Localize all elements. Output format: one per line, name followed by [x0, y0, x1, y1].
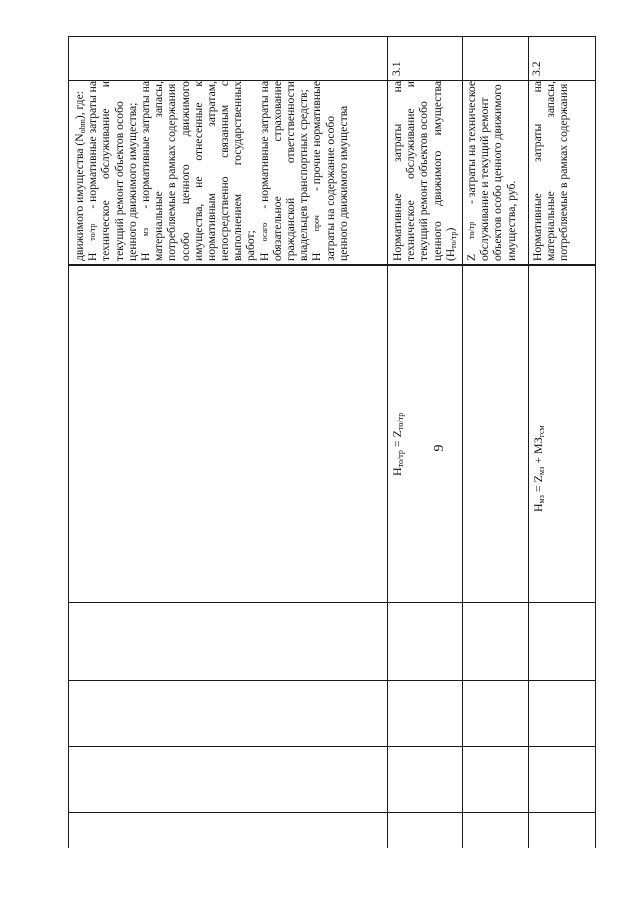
row-3-2-description — [531, 81, 571, 261]
text-line: Н проч - прочие нормативные — [310, 81, 324, 261]
text-line: материальные запасы, — [544, 81, 558, 261]
text-line: Нормативные затраты на — [531, 81, 544, 261]
table-border-left — [68, 36, 69, 848]
text-line: текущий ремонт объектов особо — [417, 101, 431, 261]
text-line: материальные запасы, — [152, 81, 166, 261]
table-border-top — [68, 36, 596, 37]
text-line: работ; — [244, 230, 258, 261]
row-3-1-description — [391, 81, 457, 261]
text-line: обслуживание и текущий ремонт — [478, 97, 492, 261]
text-line: $(Н_{то/тр})$ — [443, 227, 458, 261]
column-divider-2 — [68, 264, 596, 266]
text-line: ценного движимого имущества; — [125, 102, 139, 261]
text-line: имущества, руб. — [504, 180, 518, 261]
text-line: потребляемые в рамках содержания — [165, 83, 179, 261]
text-line: ценного движимого имущества — [336, 105, 350, 261]
text-line: Z то/тр - затраты на техническое — [465, 81, 478, 261]
text-line: имущества, не отнесенные к — [191, 81, 205, 261]
text-line: объектов особо ценного движимого — [491, 84, 505, 261]
row-3-1-formula: $Н_{то/тр} = Z_{то/тр}$ — [390, 412, 405, 476]
text-line: Н осаго - нормативные затраты на — [257, 81, 271, 261]
column-divider-3 — [68, 602, 596, 603]
text-line: ценного движимого имущества — [430, 81, 444, 261]
table-border-right — [595, 36, 596, 848]
row-3-2-number: 3.2 — [530, 61, 543, 76]
text-line: потребляемые в рамках содержания — [557, 83, 571, 261]
text-line: непосредственно связанным с — [218, 81, 232, 261]
text-line: техническое обслуживание и — [99, 81, 113, 261]
text-line: Нормативные затраты на — [391, 81, 404, 261]
row-divider-2 — [462, 36, 463, 848]
row-3-2-formula: $Н_{мз} = Z_{мз} + МЗ_{гсм}$ — [531, 425, 546, 512]
column-divider-6 — [68, 812, 596, 813]
text-line: нормативным затратам, — [204, 81, 218, 261]
text-line: Н то/тр - нормативные затраты на — [86, 81, 100, 261]
column-divider-4 — [68, 680, 596, 681]
row-3-1-note — [465, 81, 518, 261]
text-line: владельцев транспортных средств; — [297, 89, 311, 261]
row-divider-3 — [528, 36, 529, 848]
cost-table — [68, 36, 596, 848]
text-line: движимого имущества $(N_{obm})$, где: — [73, 91, 87, 261]
text-line: Н мз - нормативные затраты на — [138, 81, 152, 261]
text-line: затраты на содержание особо — [323, 115, 337, 261]
text-line: выполнением государственных — [231, 81, 245, 261]
text-line: гражданской ответственности — [284, 81, 297, 261]
text-line: текущий ремонт объектов особо — [112, 101, 126, 261]
page-number: 9 — [432, 444, 447, 452]
text-line: особо ценного движимого — [178, 81, 192, 261]
row-a-description — [73, 81, 350, 261]
column-divider-5 — [68, 746, 596, 747]
row-divider-1 — [387, 36, 388, 848]
row-3-1-number: 3.1 — [390, 61, 403, 76]
text-line: обязательное страхование — [270, 81, 284, 261]
text-line: техническое обслуживание и — [404, 81, 418, 261]
